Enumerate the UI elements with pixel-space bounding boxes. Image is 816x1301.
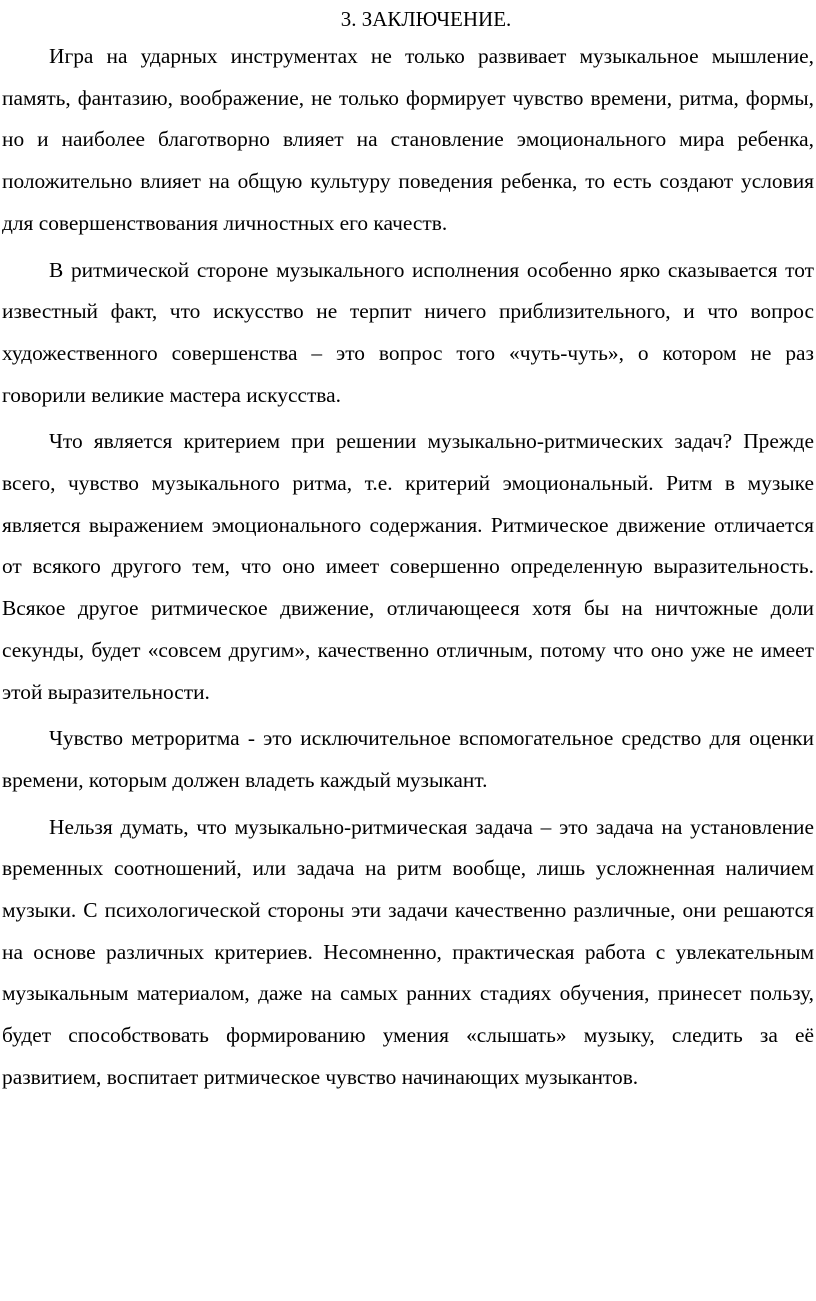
paragraph-5: Нельзя думать, что музыкально-ритмическая задача – это задача на установление временных соотношений, или задача на ритм вообще, лишь усложненная наличием музыки. С психологической стороны эти задачи качественно различные, они решаются на основе различных критериев. Несомненно, практическая работа с увлекательным музыкальным материалом, даже на самых ранних стадиях обучения, принесет пользу, будет способствовать формированию умения «слышать» музыку, следить за её развитием, воспитает ритмическое чувство начинающих музыкантов. bbox=[2, 814, 814, 1089]
paragraph-2: В ритмической стороне музыкального исполнения особенно ярко сказывается тот известный факт, что искусство не терпит ничего приблизительного, и что вопрос художественного совершенства – это вопрос того «чуть-чуть», о котором не раз говорили великие мастера искусства. bbox=[2, 257, 814, 407]
paragraph-3: Что является критерием при решении музыкально-ритмических задач? Прежде всего, чувство музыкального ритма, т.е. критерий эмоциональный. Ритм в музыке является выражением эмоционального содержания. Ритмическое движение отличается от всякого другого тем, что оно имеет совершенно определенную выразительность. Всякое другое ритмическое движение, отличающееся хотя бы на ничтожные доли секунды, будет «совсем другим», качественно отличным, потому что оно уже не имеет этой выразительности. bbox=[2, 429, 814, 704]
paragraph-4: Чувство метроритма - это исключительное вспомогательное средство для оценки времени, которым должен владеть каждый музыкант. bbox=[2, 726, 814, 792]
section-heading: 3. ЗАКЛЮЧЕНИЕ. bbox=[340, 7, 512, 31]
paragraph-1: Игра на ударных инструментах не только развивает музыкальное мышление, память, фантазию, воображение, не только формирует чувство времени, ритма, формы, но и наиболее благотворно влияет на становление эмоционального мира ребенка, положительно влияет на общую культуру поведения ребенка, то есть создают условия для совершенствования личностных его качеств. bbox=[2, 44, 814, 235]
